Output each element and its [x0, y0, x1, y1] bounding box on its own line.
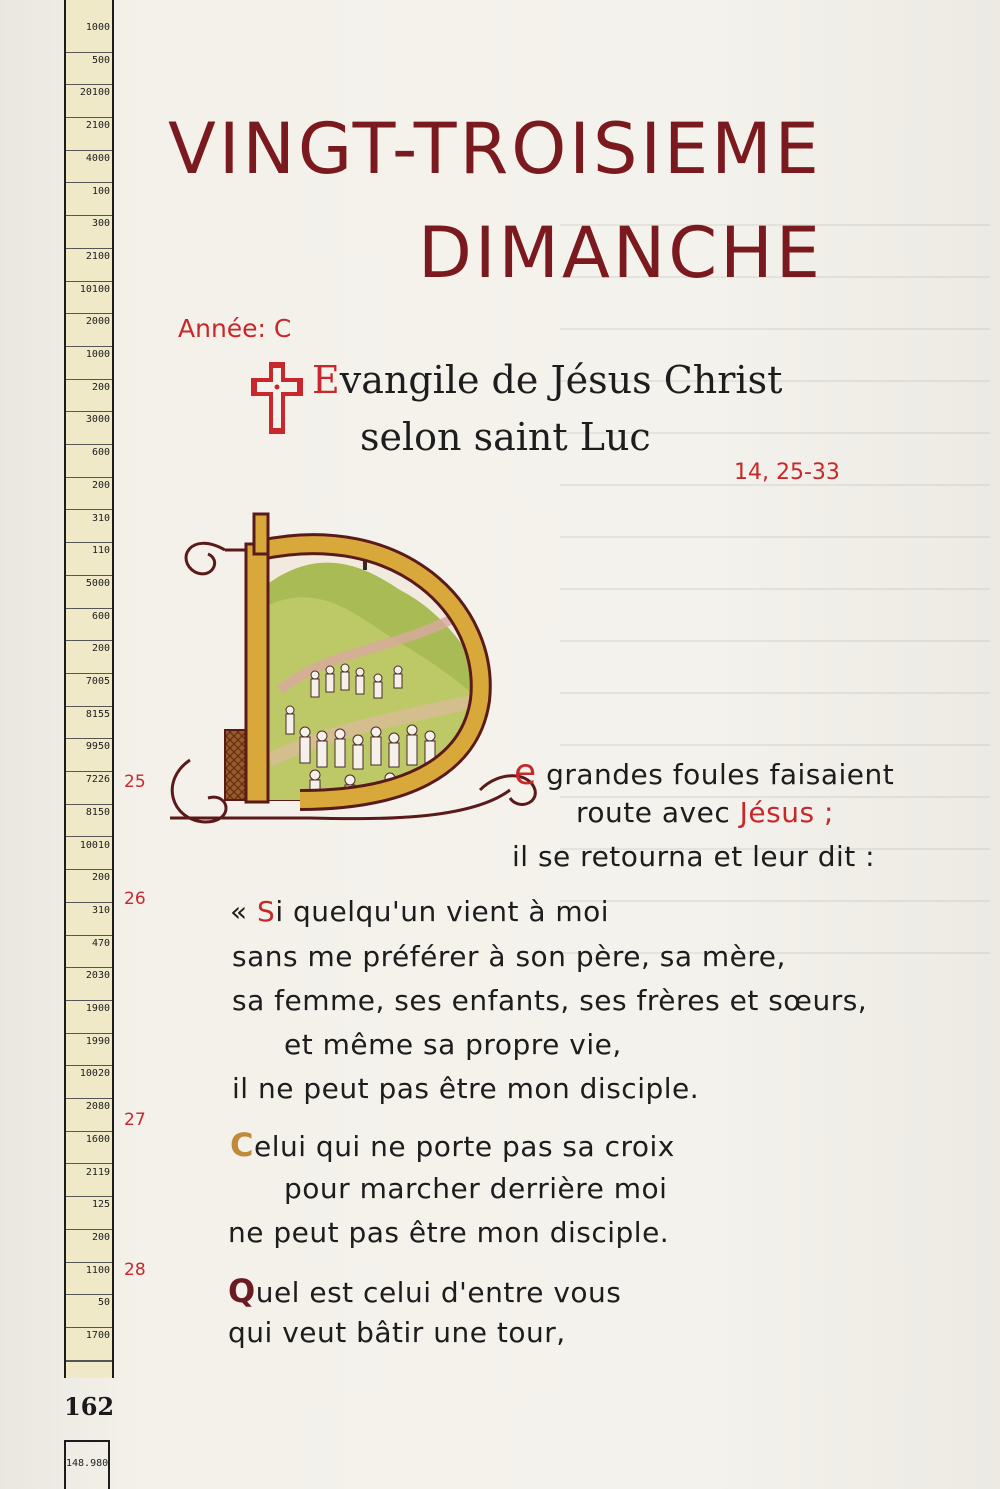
ruler-mark: 7226 — [66, 772, 112, 805]
ruler-mark: 2100 — [66, 118, 112, 151]
quote-mark: « — [230, 895, 258, 928]
ruler-mark: 310 — [66, 903, 112, 936]
scripture-reference: 14, 25-33 — [734, 460, 840, 485]
ruler-mark: 200 — [66, 478, 112, 511]
ruler-footer-band — [66, 1361, 112, 1373]
line-initial: Q — [228, 1272, 256, 1310]
text-line: sa femme, ses enfants, ses frères et sœurs, — [232, 984, 868, 1017]
line-initial: C — [230, 1126, 254, 1164]
text-line — [576, 796, 834, 829]
ruler-mark: 2030 — [66, 968, 112, 1001]
illuminated-initial-d — [150, 500, 550, 860]
margin-ruler — [64, 0, 114, 1378]
verse-number: 27 — [124, 1110, 146, 1130]
ruler-mark: 3000 — [66, 412, 112, 445]
verse-number: 26 — [124, 889, 146, 909]
text-line: et même sa propre vie, — [284, 1028, 622, 1061]
ruler-mark: 50 — [66, 1295, 112, 1328]
ruler-mark: 500 — [66, 53, 112, 86]
liturgical-year-label: Année: C — [178, 314, 292, 343]
ruler-mark: 2119 — [66, 1165, 112, 1198]
ruler-mark: 200 — [66, 380, 112, 413]
ruler-mark: 1700 — [66, 1328, 112, 1361]
line-text: route avec — [576, 796, 740, 829]
ruler-mark: 600 — [66, 445, 112, 478]
line-text: grandes foules faisaient — [546, 758, 895, 791]
ruler-mark: 5000 — [66, 576, 112, 609]
ruler-mark: 200 — [66, 870, 112, 903]
page-title-line-2: DIMANCHE — [418, 212, 823, 294]
ruler-mark: 2100 — [66, 249, 112, 282]
stamp-label: 148.980 — [64, 1440, 110, 1489]
ruler-mark: 9950 — [66, 739, 112, 772]
text-line — [514, 752, 894, 793]
text-line: sans me préférer à son père, sa mère, — [232, 940, 786, 973]
text-line: qui veut bâtir une tour, — [228, 1316, 566, 1349]
page-title-line-1: VINGT-TROISIEME — [168, 108, 822, 190]
ruler-mark: 300 — [66, 216, 112, 249]
line-text: i quelqu'un vient à moi — [275, 895, 610, 928]
ruler-mark: 200 — [66, 1230, 112, 1263]
gospel-initial: E — [312, 358, 340, 402]
text-line: pour marcher derrière moi — [284, 1172, 668, 1205]
text-line — [230, 1126, 675, 1164]
gospel-heading-line-1 — [312, 358, 782, 402]
ruler-mark: 470 — [66, 936, 112, 969]
ruler-mark: 1000 — [66, 20, 112, 53]
ruler-mark: 1900 — [66, 1001, 112, 1034]
ruler-mark: 310 — [66, 511, 112, 544]
ruler-mark: 1000 — [66, 347, 112, 380]
ruler-mark: 1600 — [66, 1132, 112, 1165]
ruler-mark: 2000 — [66, 314, 112, 347]
text-line: ne peut pas être mon disciple. — [228, 1216, 670, 1249]
gospel-heading-rest: vangile de Jésus Christ — [339, 358, 783, 402]
ruler-mark: 100 — [66, 184, 112, 217]
ruler-mark: 200 — [66, 641, 112, 674]
text-line: il se retourna et leur dit : — [512, 840, 876, 873]
verse-number: 28 — [124, 1260, 146, 1280]
gospel-heading-line-2: selon saint Luc — [360, 415, 651, 459]
ruler-mark: 2080 — [66, 1099, 112, 1132]
page-number: 162 — [64, 1392, 115, 1421]
ruler-mark: 4000 — [66, 151, 112, 184]
text-line — [230, 895, 609, 928]
cross-icon — [249, 360, 305, 436]
ruler-mark: 10010 — [66, 838, 112, 871]
line-initial: e — [514, 752, 537, 793]
ruler-mark: 8150 — [66, 805, 112, 838]
ruler-mark: 8155 — [66, 707, 112, 740]
ruler-mark: 1990 — [66, 1034, 112, 1067]
ruler-mark: 20100 — [66, 85, 112, 118]
ruler-mark: 1100 — [66, 1263, 112, 1296]
line-text: elui qui ne porte pas sa croix — [253, 1130, 675, 1163]
jesus-name: Jésus ; — [739, 796, 834, 829]
text-line — [228, 1272, 621, 1310]
line-text: uel est celui d'entre vous — [255, 1276, 622, 1309]
line-initial: S — [257, 895, 276, 928]
verse-number: 25 — [124, 772, 146, 792]
ruler-mark: 600 — [66, 609, 112, 642]
text-line: il ne peut pas être mon disciple. — [232, 1072, 700, 1105]
ruler-mark: 7005 — [66, 674, 112, 707]
ruler-mark: 10100 — [66, 282, 112, 315]
ruler-mark: 125 — [66, 1197, 112, 1230]
ruler-mark: 10020 — [66, 1066, 112, 1099]
ruler-mark: 110 — [66, 543, 112, 576]
